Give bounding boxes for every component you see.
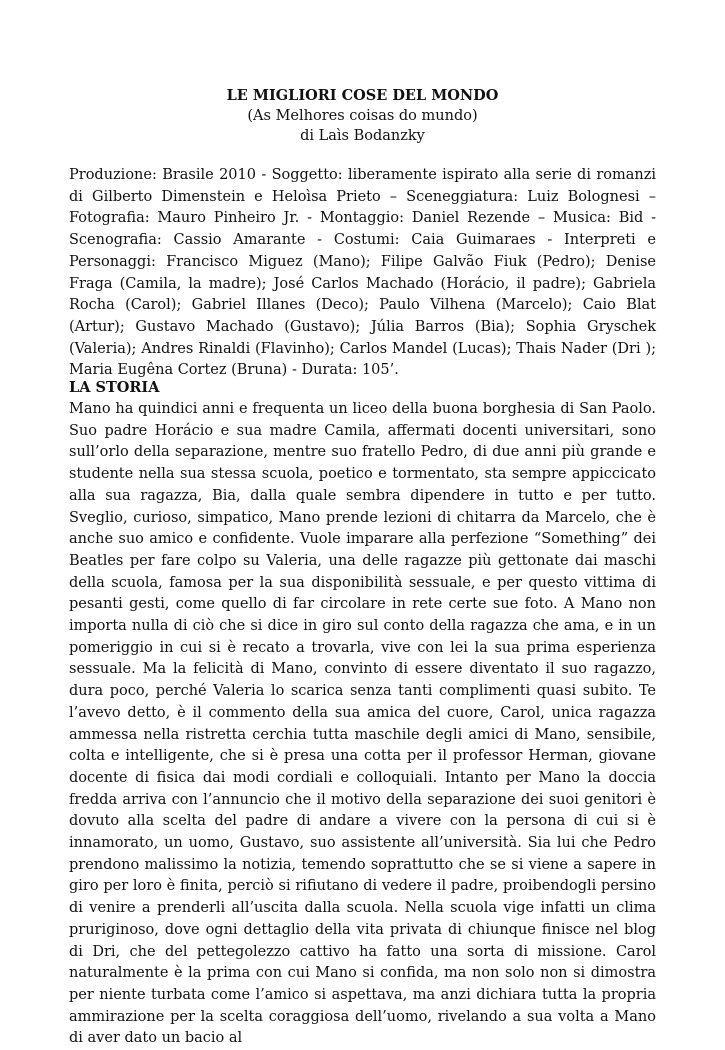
original-title: (As Melhores coisas do mundo) (247, 108, 478, 124)
document-header (0, 86, 725, 146)
section-heading: LA STORIA (69, 379, 160, 396)
director-line: di Laìs Bodanzky (300, 128, 425, 144)
credits-paragraph: Produzione: Brasile 2010 - Soggetto: liberamente ispirato alla serie di romanzi di Gilberto Dimenstein e Heloìsa Prieto – Sceneggiatura: Luiz Bolognesi – Fotografia: Mauro Pinheiro Jr. - Montaggio: Daniel Rezende – Musica: Bid - Scenografia: Cassio Amarante - Costumi: Caia Guimaraes - Interpreti e Personaggi: Francisco Miguez (Mano); Filipe Galvão Fiuk (Pedro); Denise Fraga (Camila, la madre); José Carlos Machado (Horácio, il padre); Gabriela Rocha (Carol); Gabriel Illanes (Deco); Paulo Vilhena (Marcelo); Caio Blat (Artur); Gustavo Machado (Gustavo); Júlia Barros (Bia); Sophia Gryschek (Valeria); Andres Rinaldi (Flavinho); Carlos Mandel (Lucas); Thais Nader (Dri ); Maria Eugêna Cortez (Bruna) - Durata: 105’. (69, 167, 656, 379)
film-title: LE MIGLIORI COSE DEL MONDO (226, 87, 499, 104)
story-paragraph: Mano ha quindici anni e frequenta un liceo della buona borghesia di San Paolo. Suo padre Horácio e sua madre Camila, affermati docenti universitari, sono sull’orlo della separazione, mentre suo fratello Pedro, di due anni più grande e studente nella sua stessa scuola, poetico e tormentato, sta sempre appiccicato alla sua ragazza, Bia, dalla quale sembra dipendere in tutto e per tutto. Sveglio, curioso, simpatico, Mano prende lezioni di chitarra da Marcelo, che è anche suo amico e confidente. Vuole imparare alla perfezione “Something” dei Beatles per fare colpo su Valeria, una delle ragazze più gettonate dai maschi della scuola, famosa per la sua disponibilità sessuale, e per questo vittima di pesanti gesti, come quello di far circolare in rete certe sue foto. A Mano non importa nulla di ciò che si dice in giro sul conto della ragazza che ama, e in un pomeriggio in cui si è recato a trovarla, vive con lei la sua prima esperienza sessuale. Ma la felicità di Mano, convinto di essere diventato il suo ragazzo, dura poco, perché Valeria lo scarica senza tanti complimenti quasi subito. Te l’avevo detto, è il commento della sua amica del cuore, Carol, unica ragazza ammessa nella ristretta cerchia tutta maschile degli amici di Mano, sensibile, colta e intelligente, che si è presa una cotta per il professor Herman, giovane docente di fisica dai modi cordiali e colloquiali. Intanto per Mano la doccia fredda arriva con l’annuncio che il motivo della separazione dei suoi genitori è dovuto alla scelta del padre di andare a vivere con la persona di cui si è innamorato, un uomo, Gustavo, suo assistente all’università. Sia lui che Pedro prendono malissimo la notizia, temendo soprattutto che se si viene a sapere in giro per loro è finita, perciò si rifiutano di vedere il padre, proibendogli persino di venire a prenderli all’uscita dalla scuola. Nella scuola vige infatti un clima pruriginoso, dove ogni dettaglio della vita privata di chiunque finisce nel blog di Dri, che del pettegolezzo cattivo ha fatto una sorta di missione. Carol naturalmente è la prima con cui Mano si confida, ma non solo non si dimostra per niente turbata come l’amico si aspettava, ma anzi dichiara tutta la propria ammirazione per la scelta coraggiosa dell’uomo, rivelando a sua volta a Mano di aver dato un bacio al (69, 401, 656, 1047)
